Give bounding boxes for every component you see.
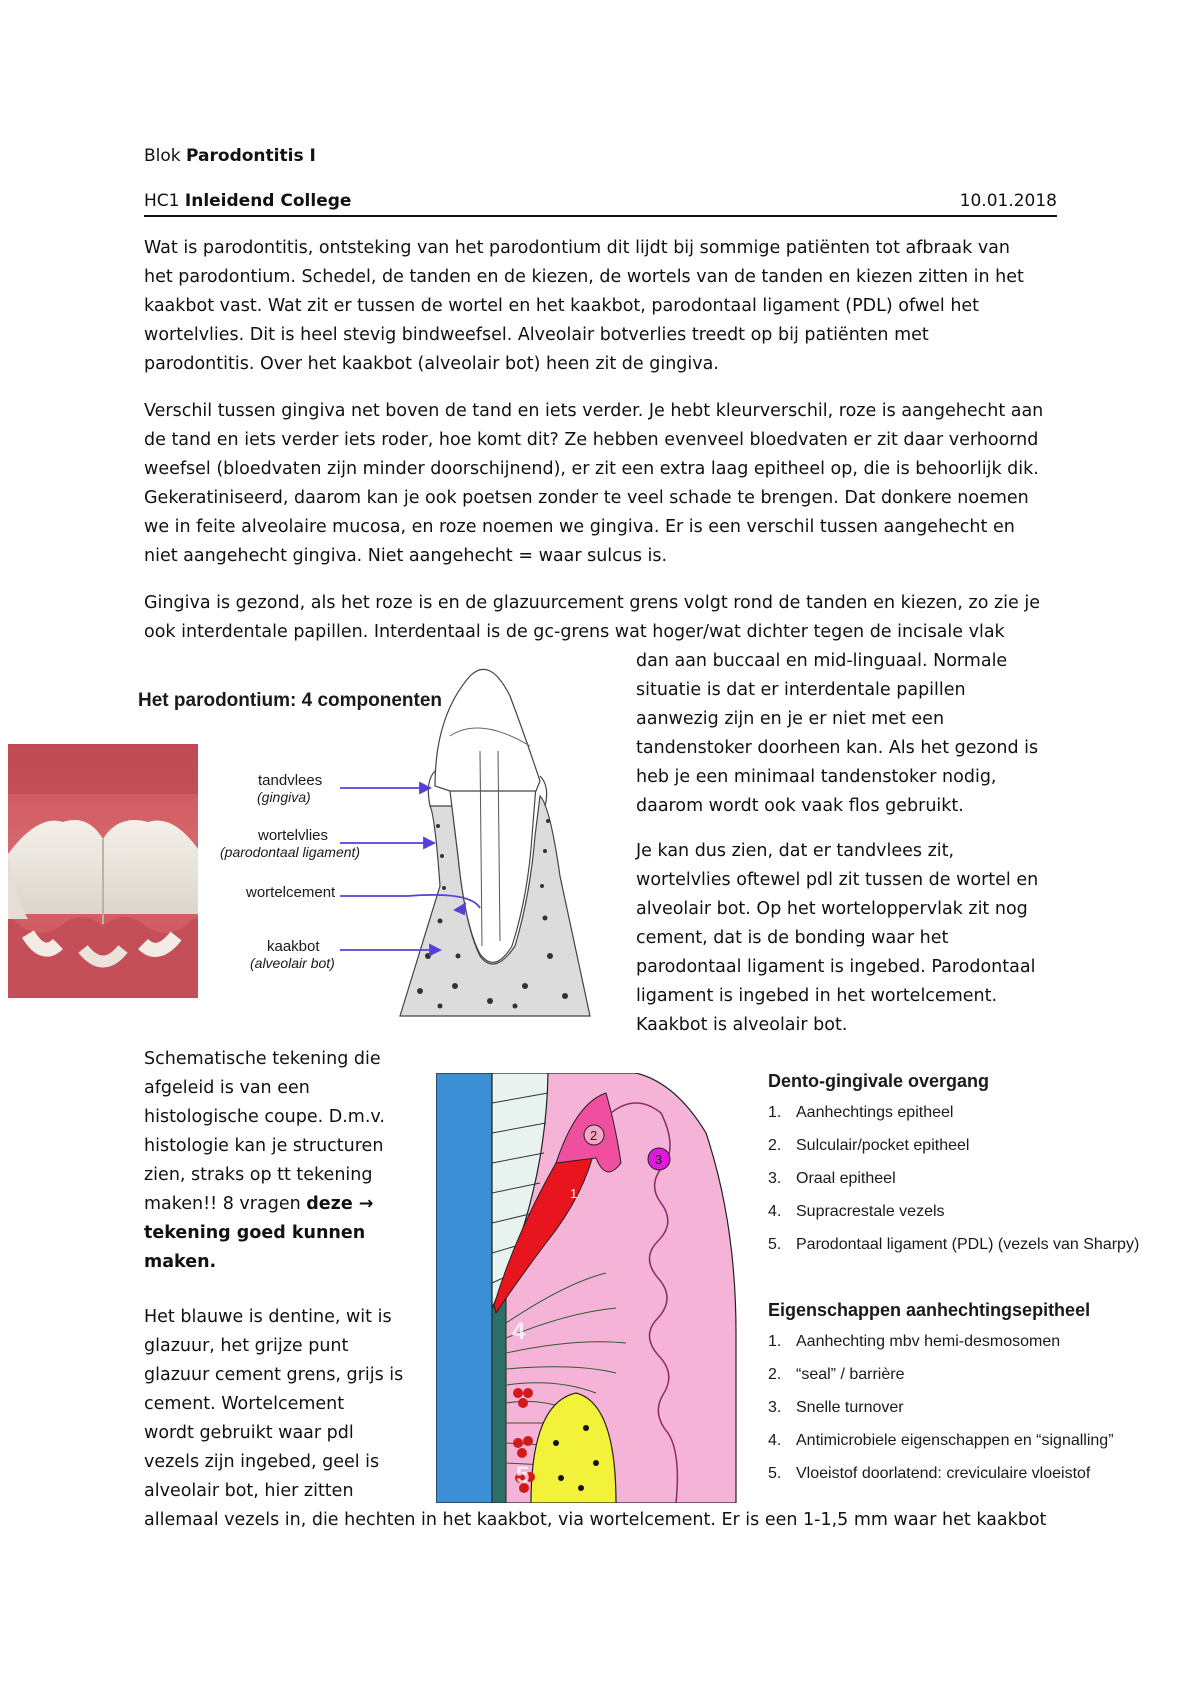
- text-line: tandenstoker doorheen kan. Als het gezond is: [636, 738, 1039, 758]
- document-title: Blok Parodontitis I: [144, 146, 316, 166]
- list-item: 4. Antimicrobiele eigenschappen en “signalling”: [768, 1432, 1114, 1449]
- text-line: wortelvlies. Dit is heel stevig bindweefsel. Alveolair botverlies treedt op bij patiënten met: [144, 325, 929, 345]
- text-line: glazuur cement grens, grijs is: [144, 1365, 404, 1385]
- paragraph-5: [144, 1045, 424, 1277]
- list-item: 1. Aanhechting mbv hemi-desmosomen: [768, 1333, 1061, 1350]
- diagram-label-5: 5: [516, 1462, 530, 1489]
- header-rule: [144, 215, 1057, 217]
- text-line: Gingiva is gezond, als het roze is en de glazuurcement grens volgt rond de tanden en kiezen, zo zie je: [144, 593, 1040, 613]
- text-line: niet aangehecht gingiva. Niet aangehecht = waar sulcus is.: [144, 546, 668, 566]
- text-line: de tand en iets verder iets roder, hoe komt dit? Ze hebben evenveel bloedvaten er zit daar verhoornd: [144, 430, 1039, 450]
- text-line: parodontitis. Over het kaakbot (alveolair bot) heen zit de gingiva.: [144, 354, 719, 374]
- text-line: weefsel (bloedvaten zijn minder doorschijnend), er zit een extra laag epitheel op, die is behoorlijk dik.: [144, 459, 1039, 479]
- text-line: glazuur, het grijze punt: [144, 1336, 349, 1356]
- list2: [768, 1333, 1188, 1498]
- text-line: we in feite alveolaire mucosa, en roze noemen we gingiva. Er is een verschil tussen aangehecht en: [144, 517, 1015, 537]
- list-item: 2. “seal” / barrière: [768, 1366, 905, 1383]
- label-tandvlees: tandvlees (gingiva): [257, 772, 323, 805]
- dento-gingival-diagram: [436, 1073, 748, 1503]
- text-line: afgeleid is van een: [144, 1078, 310, 1098]
- text-line: alveolair bot. Op het worteloppervlak zit nog: [636, 899, 1028, 919]
- text-line: Het blauwe is dentine, wit is: [144, 1307, 392, 1327]
- text-line: histologie kan je structuren: [144, 1136, 384, 1156]
- list1: [768, 1104, 1198, 1269]
- text-line: vezels zijn ingebed, geel is: [144, 1452, 380, 1472]
- lecture-title: HC1 Inleidend College: [144, 191, 352, 211]
- diagram-label-3: 3: [655, 1152, 663, 1167]
- list-item: 1. Aanhechtings epitheel: [768, 1104, 954, 1121]
- text-line: maken!! 8 vragen deze →: [144, 1194, 374, 1214]
- paragraph-6-last-line: allemaal vezels in, die hechten in het kaakbot, via wortelcement. Er is een 1-1,5 mm waar het kaakbot: [144, 1510, 1047, 1530]
- text-line: maken.: [144, 1252, 217, 1272]
- diagram-label-1: 1: [570, 1186, 578, 1201]
- list-item: 3. Oraal epitheel: [768, 1170, 896, 1187]
- text-line: ligament is ingebed in het wortelcement.: [636, 986, 998, 1006]
- list-item: 5. Vloeistof doorlatend: creviculaire vloeistof: [768, 1465, 1091, 1482]
- text-line: Gekeratiniseerd, daarom kan je ook poetsen zonder te veel schade te brengen. Dat donkere noemen: [144, 488, 1029, 508]
- text-line: het parodontium. Schedel, de tanden en de kiezen, de wortels van de tanden en kiezen zitten in het: [144, 267, 1024, 287]
- label-wortelvlies: wortelvlies (parodontaal ligament): [220, 827, 361, 860]
- list1-heading: Dento-gingivale overgang: [768, 1071, 990, 1091]
- text-line: ook interdentale papillen. Interdentaal is de gc-grens wat hoger/wat dichter tegen de incisale vlak: [144, 622, 1005, 642]
- text-line: wordt gebruikt waar pdl: [144, 1423, 354, 1443]
- tooth-diagram: [340, 656, 600, 1036]
- text-line: aanwezig zijn en je er niet met een: [636, 709, 945, 729]
- text-line: daarom wordt ook vaak flos gebruikt.: [636, 796, 964, 816]
- lecture-date: 10.01.2018: [959, 191, 1057, 211]
- text-line: kaakbot vast. Wat zit er tussen de wortel en het kaakbot, parodontaal ligament (PDL) ofwel het: [144, 296, 980, 316]
- list-item: 5. Parodontaal ligament (PDL) (vezels van Sharpy): [768, 1236, 1140, 1253]
- text-line: wortelvlies oftewel pdl zit tussen de wortel en: [636, 870, 1039, 890]
- list2-heading: Eigenschappen aanhechtingsepitheel: [768, 1300, 1091, 1320]
- paragraph-4: [636, 837, 1066, 1040]
- list-item: 3. Snelle turnover: [768, 1399, 904, 1416]
- text-line: situatie is dat er interdentale papillen: [636, 680, 966, 700]
- paragraph-3: [144, 589, 1056, 647]
- teeth-photo: [8, 744, 198, 998]
- label-wortelcement: wortelcement: [246, 884, 336, 901]
- diagram-label-2: 2: [590, 1128, 598, 1143]
- list-item: 2. Sulculair/pocket epitheel: [768, 1137, 970, 1154]
- label-kaakbot: kaakbot (alveolair bot): [250, 938, 335, 971]
- text-line: Je kan dus zien, dat er tandvlees zit,: [636, 841, 955, 861]
- text-line: heb je een minimaal tandenstoker nodig,: [636, 767, 997, 787]
- text-line: Kaakbot is alveolair bot.: [636, 1015, 848, 1035]
- text-line: dan aan buccaal en mid-linguaal. Normale: [636, 651, 1008, 671]
- list-item: 4. Supracrestale vezels: [768, 1203, 945, 1220]
- text-line: tekening goed kunnen: [144, 1223, 366, 1243]
- text-line: zien, straks op tt tekening: [144, 1165, 373, 1185]
- text-line: cement. Wortelcement: [144, 1394, 345, 1414]
- text-line: alveolair bot, hier zitten: [144, 1481, 354, 1501]
- figure1-title: Het parodontium: 4 componenten: [138, 690, 442, 711]
- paragraph-6: [144, 1303, 424, 1506]
- paragraph-2: [144, 397, 1056, 571]
- paragraph-1: [144, 234, 1056, 379]
- text-line: Verschil tussen gingiva net boven de tand en iets verder. Je hebt kleurverschil, roze is aangehecht aan: [144, 401, 1044, 421]
- text-line: parodontaal ligament is ingebed. Parodontaal: [636, 957, 1036, 977]
- text-line: Wat is parodontitis, ontsteking van het parodontium dit lijdt bij sommige patiënten tot afbraak van: [144, 238, 1011, 258]
- text-line: cement, dat is de bonding waar het: [636, 928, 949, 948]
- text-line: Schematische tekening die: [144, 1049, 381, 1069]
- paragraph-3-continued: [636, 647, 1066, 821]
- diagram-label-4: 4: [512, 1318, 526, 1345]
- text-line: histologische coupe. D.m.v.: [144, 1107, 385, 1127]
